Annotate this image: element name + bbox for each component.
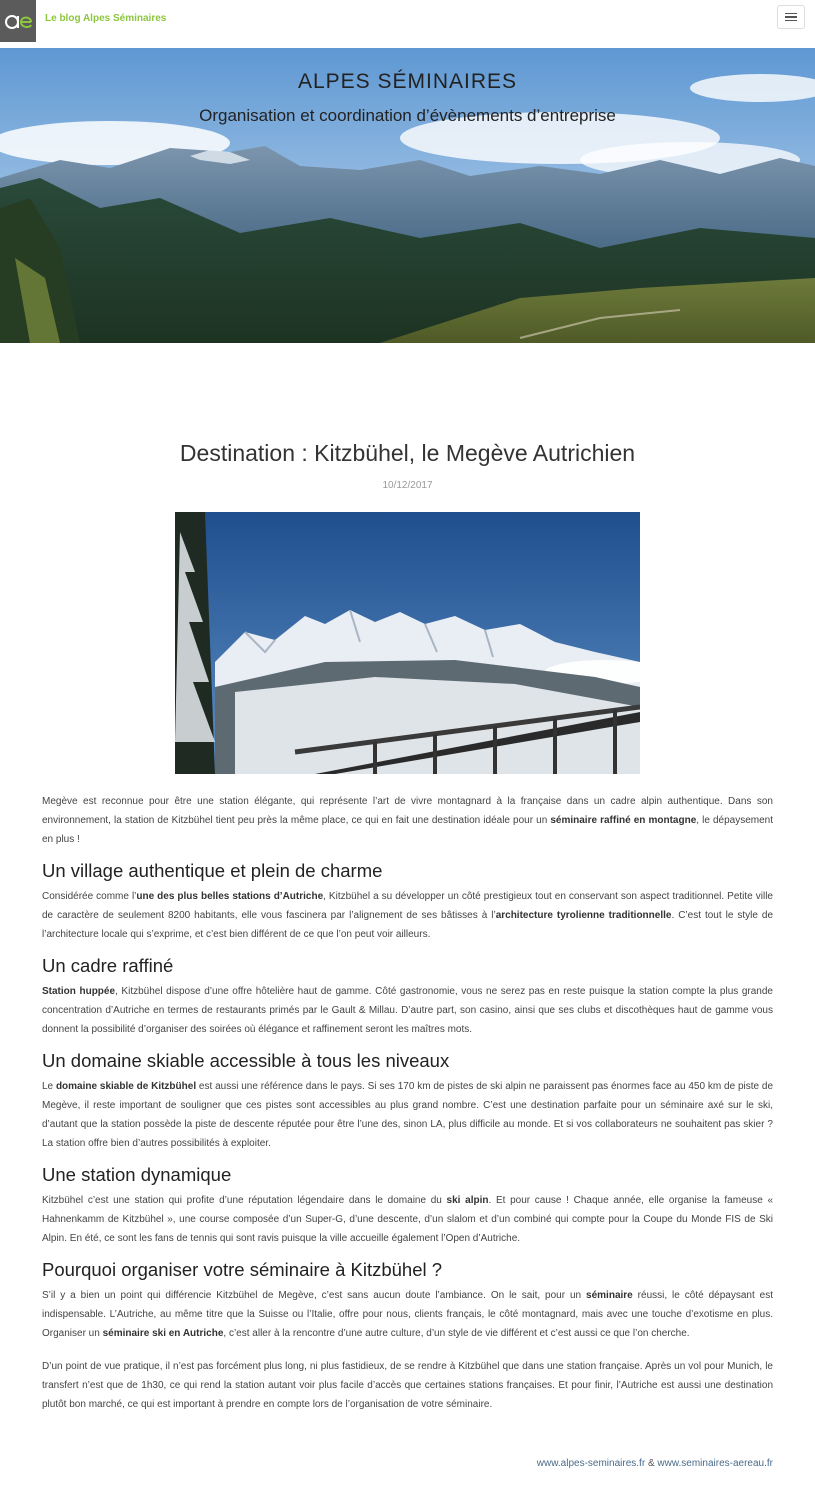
kitzbuhel-snow-mountain-image (175, 512, 640, 774)
logo-ae-icon (3, 9, 33, 33)
post-title: Destination : Kitzbühel, le Megève Autrichien (179, 440, 636, 466)
post-featured-image (175, 512, 640, 774)
seminaires-aereau-link[interactable]: www.seminaires-aereau.fr (657, 1458, 773, 1469)
intro-paragraph: Megève est reconnue pour être une station élégante, qui représente l’art de vivre montagnard à la française dans un cadre alpin authentique. Dans son environnement, la station de Kitzbühel tient peu près la même place, ce qui en fait une destination idéale pour un séminaire raffiné en montagne, le dépaysement en plus ! (42, 796, 774, 845)
section-paragraph: Station huppée, Kitzbühel dispose d’une offre hôtelière haut de gamme. Côté gastronomie, vous ne serez pas en reste puisque la station compte la plus grande concentration d’Autriche en termes de restaurants primés par le Gault & Millau. D’autre part, son casino, ainsi que ses clubs et discothèques haut de gamme vous donnent la possibilité d’organiser des soirées où élégance et raffinement seront les maîtres mots. (42, 986, 773, 1035)
section-paragraph: Le domaine skiable de Kitzbühel est aussi une référence dans le pays. Si ses 170 km de pistes de ski alpin ne paraissent pas énormes face au 450 km de piste de Megève, il reste important de souligner que ces pistes sont accessibles au plus grand nombre. C’est une destination parfaite pour un séminaire axé sur le ski, d’autant que la station possède la piste de descente réputée pour être l’une des, sinon LA, plus difficile au monde. Et si vos collaborateurs ne souhaitent pas skier ? La station offre bien d’autres possibilités à exploiter. (42, 1081, 774, 1149)
hero-subtitle: Organisation et coordination d’évènements d’entreprise (199, 106, 616, 125)
hamburger-menu-icon (785, 13, 797, 15)
section-heading: Un cadre raffiné (42, 955, 174, 976)
footer-separator: & (647, 1458, 655, 1469)
hero-title: ALPES SÉMINAIRES (297, 70, 518, 93)
site-logo[interactable] (0, 0, 36, 42)
post-content (42, 792, 773, 1414)
section-paragraph: Kitzbühel c’est une station qui profite d’une réputation légendaire dans le domaine du ski alpin. Et pour cause ! Chaque année, elle organise la fameuse « Hahnenkamm de Kitzbühel », une course composée d’un Super-G, d’une descente, d’un slalom et d’un combiné qui compte pour la Coupe du Monde FIS de Ski Alpin. En été, ce sont les fans de tennis qui sont ravis puisque la ville accueille également l’Open d’Autriche. (42, 1195, 774, 1244)
section-heading: Un domaine skiable accessible à tous les niveaux (42, 1050, 450, 1071)
post-date: 10/12/2017 (382, 480, 433, 491)
section-paragraph: D’un point de vue pratique, il n’est pas forcément plus long, ni plus fastidieux, de se rendre à Kitzbühel que dans une station française. Après un vol pour Munich, le transfert n’est que de 1h30, ce qui rend la station autant voir plus facile d’accès que certaines stations françaises. Et pour finir, l’Autriche est aussi une destination plutôt bon marché, ce qui est important à prendre en compte lors de l’organisation de votre séminaire. (42, 1361, 773, 1410)
alpes-seminaires-link[interactable]: www.alpes-seminaires.fr (536, 1458, 646, 1469)
footer-links (537, 1458, 773, 1469)
section-paragraph: S’il y a bien un point qui différencie Kitzbühel de Megève, c’est sans aucun doute l’ambiance. On le sait, pour un séminaire réussi, le côté dépaysant est indispensable. L’Autriche, au même titre que la Suisse ou l’Italie, offre pour nous, clients français, le côté montagnard, mais avec une touche d’exotisme en plus. Organiser un séminaire ski en Autriche, c’est aller à la rencontre d’une autre culture, d’un style de vie différent et c’est aussi ce que l’on cherche. (42, 1290, 773, 1339)
hero-banner (0, 48, 815, 343)
section-paragraph: Considérée comme l’une des plus belles stations d’Autriche, Kitzbühel a su développer un côté prestigieux tout en conservant son aspect traditionnel. Petite ville de caractère de seulement 8200 habitants, elle vous fascinera par l’alignement de ses bâtisses à l’architecture tyrolienne traditionnelle. C’est tout le style de l’architecture locale qui s’exprime, et c’est bien différent de ce que l’on peut voir ailleurs. (42, 891, 774, 940)
section-heading: Une station dynamique (42, 1164, 232, 1185)
top-bar (0, 0, 815, 48)
section-heading: Pourquoi organiser votre séminaire à Kitzbühel ? (42, 1259, 443, 1280)
section-heading: Un village authentique et plein de charme (42, 860, 383, 881)
menu-toggle-button[interactable] (777, 5, 805, 29)
site-name-link[interactable]: Le blog Alpes Séminaires (45, 13, 167, 24)
